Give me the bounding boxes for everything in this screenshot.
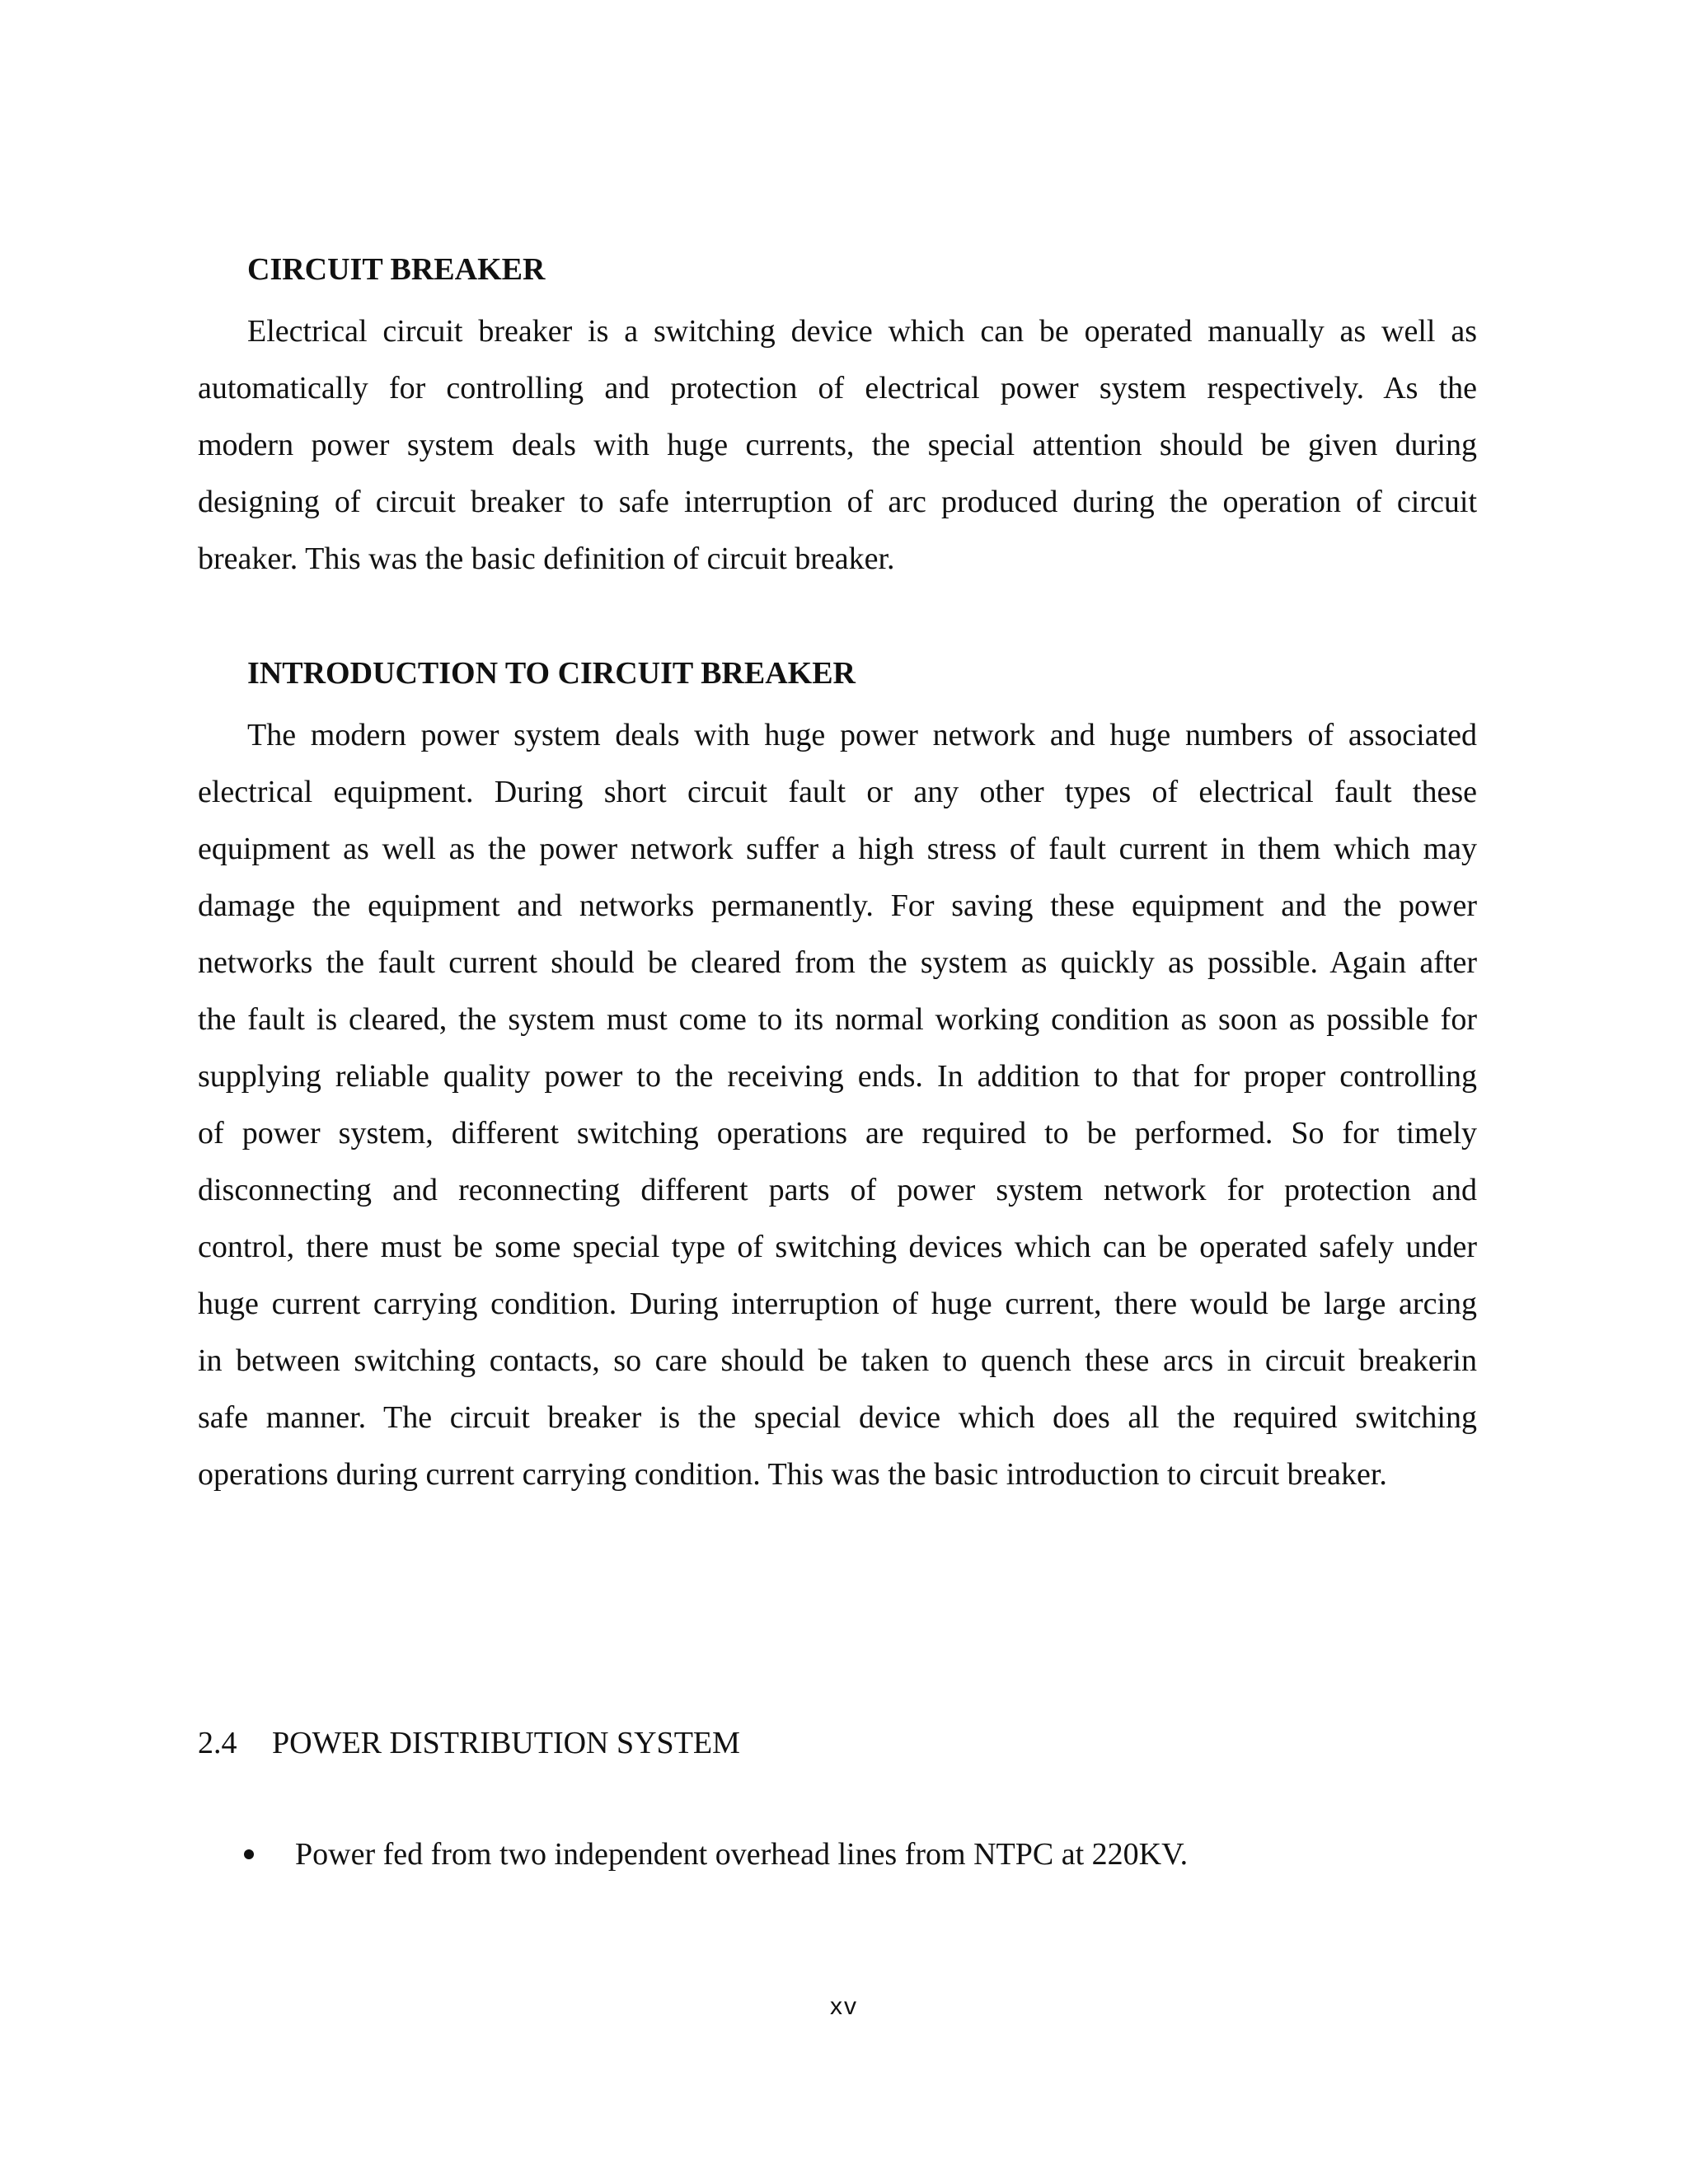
paragraph-line: the fault is cleared, the system must come to its normal working condition as soon as possible for (198, 1002, 1477, 1037)
paragraph-line: control, there must be some special type of switching devices which can be operated safely under (198, 1230, 1477, 1264)
bullet-icon (244, 1849, 254, 1859)
paragraph-line: Electrical circuit breaker is a switching device which can be operated manually as well as (247, 314, 1477, 349)
section-heading-introduction: INTRODUCTION TO CIRCUIT BREAKER (247, 656, 856, 691)
subsection-number: 2.4 (198, 1726, 237, 1760)
paragraph-introduction (198, 707, 1477, 1503)
page-number: xv (830, 1993, 858, 2020)
paragraph-line: operations during current carrying condition. This was the basic introduction to circuit breaker. (198, 1457, 1387, 1492)
paragraph-line: automatically for controlling and protection of electrical power system respectively. As the (198, 371, 1477, 405)
paragraph-line: electrical equipment. During short circuit fault or any other types of electrical fault these (198, 775, 1477, 809)
paragraph-line: equipment as well as the power network suffer a high stress of fault current in them which may (198, 832, 1477, 866)
paragraph-line: supplying reliable quality power to the receiving ends. In addition to that for proper controlling (198, 1059, 1477, 1094)
paragraph-line: networks the fault current should be cleared from the system as quickly as possible. Again after (198, 945, 1477, 980)
paragraph-circuit-breaker-definition (198, 303, 1477, 588)
subsection-title-text: POWER DISTRIBUTION SYSTEM (272, 1726, 740, 1760)
paragraph-line: huge current carrying condition. During interruption of huge current, there would be large arcing (198, 1286, 1477, 1321)
paragraph-line: in between switching contacts, so care should be taken to quench these arcs in circuit breakerin (198, 1343, 1477, 1378)
section-heading-circuit-breaker: CIRCUIT BREAKER (247, 252, 546, 287)
subsection-title (198, 1725, 740, 1761)
paragraph-line: disconnecting and reconnecting different parts of power system network for protection and (198, 1173, 1477, 1207)
paragraph-line: safe manner. The circuit breaker is the special device which does all the required switching (198, 1400, 1477, 1435)
paragraph-line: of power system, different switching operations are required to be performed. So for timely (198, 1116, 1477, 1151)
paragraph-line: damage the equipment and networks permanently. For saving these equipment and the power (198, 888, 1477, 923)
bullet-list-item (244, 1836, 1188, 1872)
paragraph-line: breaker. This was the basic definition of circuit breaker. (198, 541, 895, 576)
paragraph-line: The modern power system deals with huge power network and huge numbers of associated (247, 718, 1477, 752)
paragraph-line: designing of circuit breaker to safe interruption of arc produced during the operation of circuit (198, 485, 1477, 519)
paragraph-line: modern power system deals with huge currents, the special attention should be given during (198, 428, 1477, 462)
bullet-text: Power fed from two independent overhead lines from NTPC at 220KV. (295, 1837, 1189, 1872)
